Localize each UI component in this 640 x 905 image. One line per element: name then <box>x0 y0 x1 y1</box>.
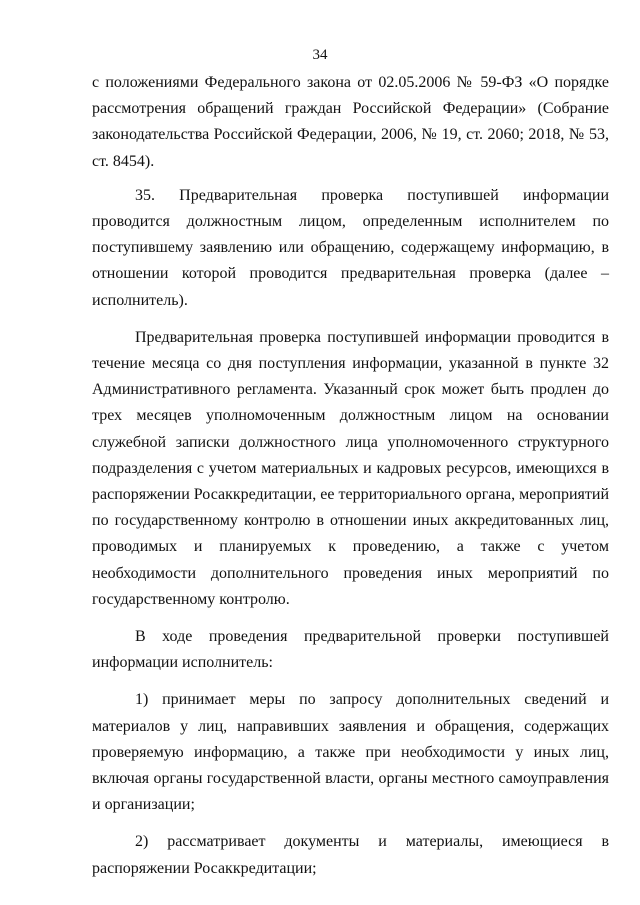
list-item-1: 1) принимает меры по запросу дополнительных сведений и материалов у лиц, направивших заявления и обращения, содержащих проверяемую информацию, а также при необходимости у иных лиц, включая органы государственной власти, органы местного самоуправления и организации; <box>92 691 609 814</box>
paragraph-law-reference: с положениями Федерального закона от 02.05.2006 № 59-ФЗ «О порядке рассмотрения обращений граждан Российской Федерации» (Собрание законодательства Российской Федерации, 2006, № 19, ст. 2060; 2018, № 53, ст. 8454). <box>92 74 609 170</box>
paragraph-item-35: 35. Предварительная проверка поступившей информации проводится должностным лицом, определенным исполнителем по поступившему заявлению или обращению, содержащему информацию, в отношении которой проводится предварительная проверка (далее – исполнитель). <box>92 186 609 309</box>
list-item-2: 2) рассматривает документы и материалы, имеющиеся в распоряжении Росаккредитации; <box>92 833 609 877</box>
page-number: 34 <box>312 47 328 63</box>
paragraph-check-period: Предварительная проверка поступившей информации проводится в течение месяца со дня поступления информации, указанной в пункте 32 Административного регламента. Указанный срок может быть продлен до трех месяцев уполномоченным должностным лицом на основании служебной записки должностного лица уполномоченного структурного подразделения с учетом материальных и кадровых ресурсов, имеющихся в распоряжении Росаккредитации, ее территориального органа, мероприятий по государственному контролю в отношении иных аккредитованных лиц, проводимых и планируемых к проведению, а также с учетом необходимости дополнительного проведения иных мероприятий по государственному контролю. <box>92 328 609 608</box>
document-body <box>92 70 609 882</box>
paragraph-executor-intro: В ходе проведения предварительной проверки поступившей информации исполнитель: <box>92 628 609 672</box>
